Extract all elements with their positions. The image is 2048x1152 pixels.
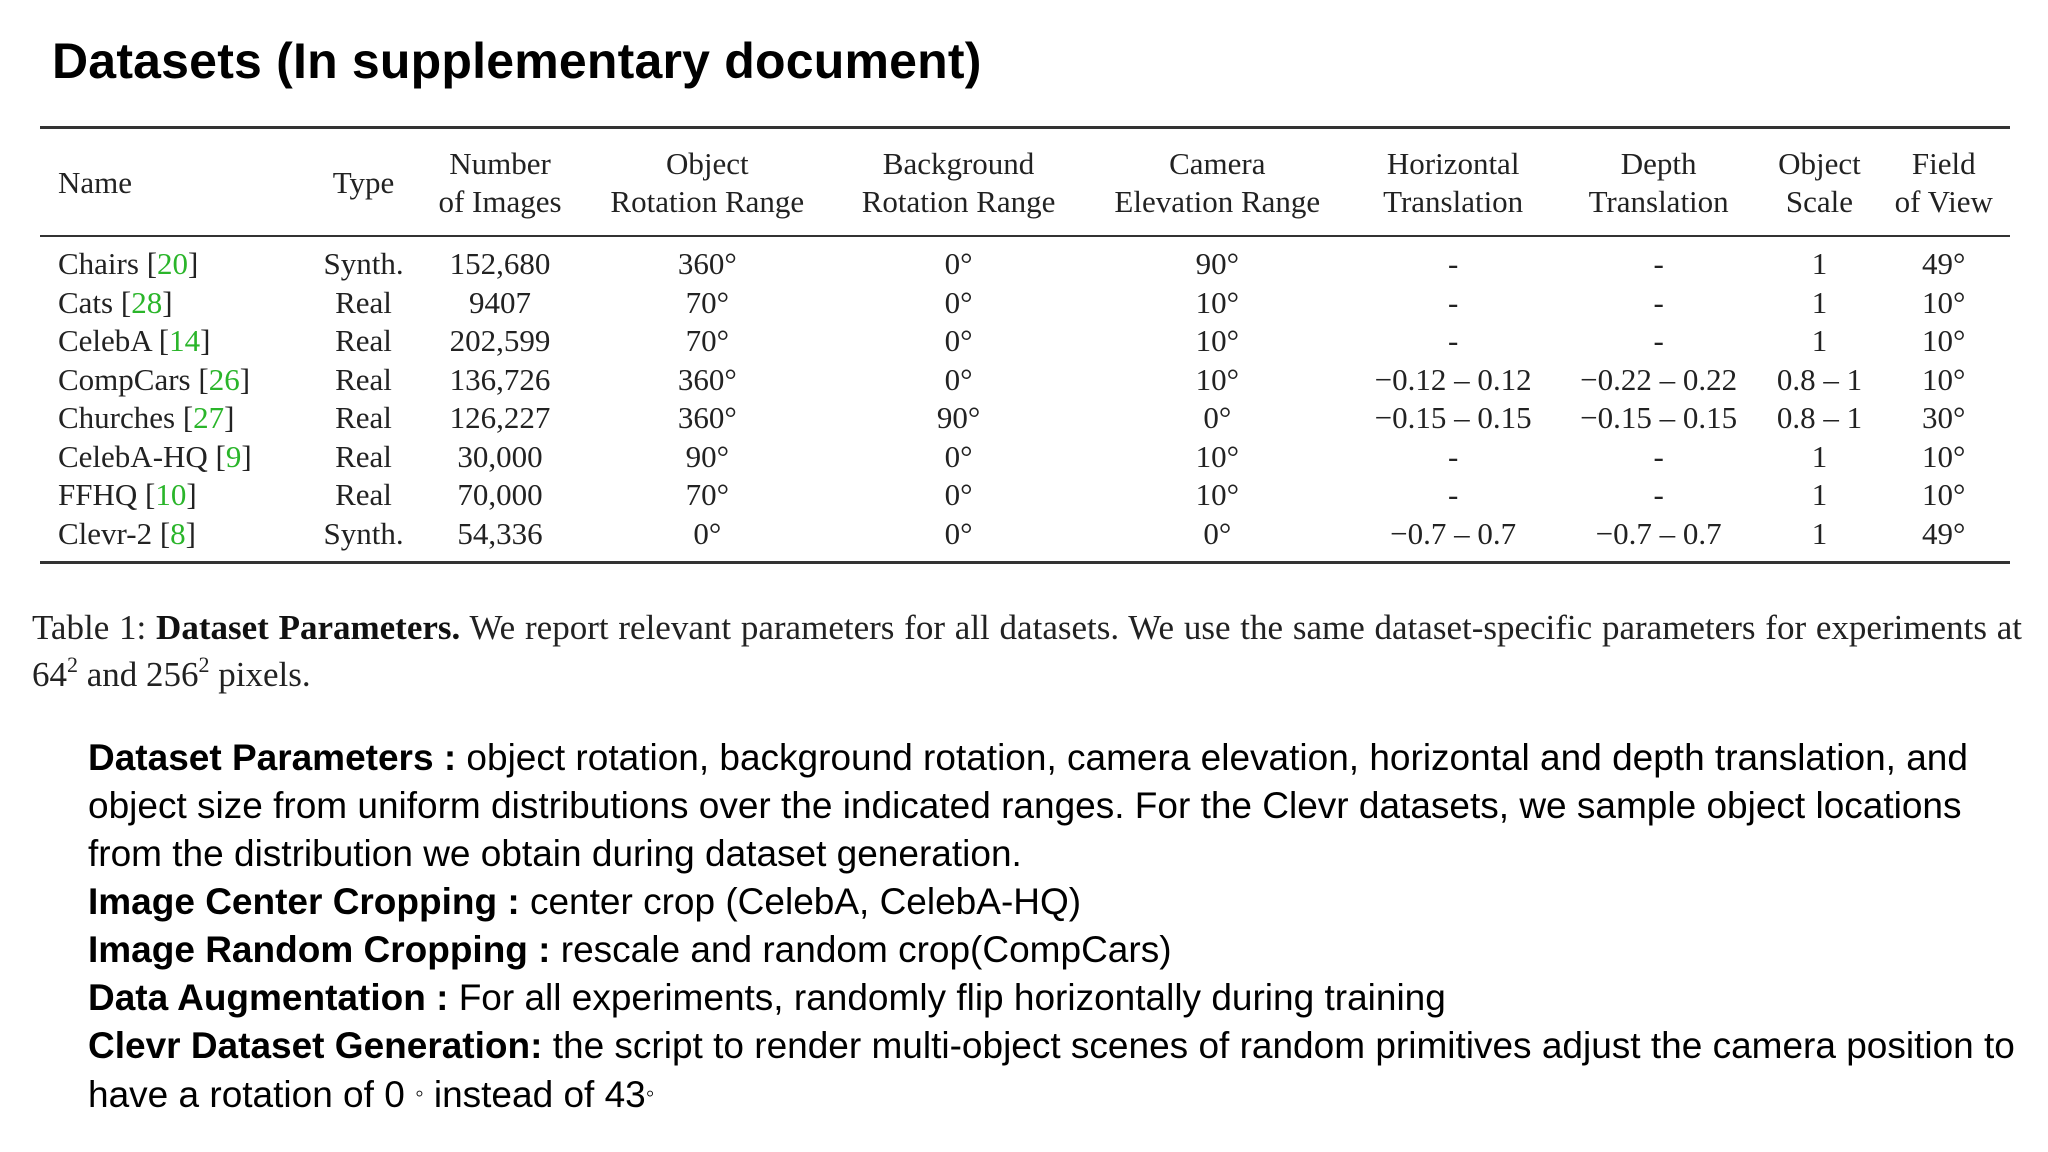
cell-scale: 1 bbox=[1811, 284, 1828, 320]
dataset-parameters-table bbox=[40, 126, 2010, 564]
cell-fov: 30° bbox=[1922, 400, 1966, 435]
column-header-name bbox=[40, 128, 309, 237]
cell-images: 9407 bbox=[469, 284, 532, 320]
note-label: Image Center Cropping : bbox=[88, 881, 520, 922]
cell-images: 152,680 bbox=[449, 246, 551, 281]
cell-fov: 49° bbox=[1922, 246, 1966, 281]
dataset-name: CelebA bbox=[58, 323, 151, 358]
dataset-name: Chairs bbox=[58, 246, 139, 281]
cell-type: Real bbox=[335, 361, 392, 397]
cell-images: 136,726 bbox=[449, 361, 551, 397]
cell-obj-rot: 70° bbox=[685, 284, 729, 320]
note-center-cropping bbox=[88, 878, 2018, 926]
note-text: rescale and random crop(CompCars) bbox=[560, 929, 1172, 970]
cell-obj-rot: 70° bbox=[685, 323, 729, 358]
note-data-augmentation bbox=[88, 974, 2018, 1022]
citation-link[interactable]: 27 bbox=[193, 400, 225, 435]
cell-type: Real bbox=[335, 284, 392, 320]
cell-cam-elev: 10° bbox=[1195, 361, 1239, 397]
table-row bbox=[40, 322, 2010, 361]
citation-link[interactable]: 26 bbox=[208, 361, 240, 397]
header-line: Translation bbox=[1383, 184, 1524, 219]
cell-cam-elev: 0° bbox=[1203, 515, 1232, 551]
dataset-name-cell: FFHQ [10] bbox=[58, 477, 197, 512]
table-row bbox=[40, 476, 2010, 515]
cell-cam-elev: 10° bbox=[1195, 438, 1239, 474]
cell-fov: 10° bbox=[1922, 477, 1966, 512]
cell-d-trans: −0.15 – 0.15 bbox=[1580, 400, 1738, 435]
cell-h-trans: - bbox=[1447, 323, 1459, 358]
notes-section bbox=[88, 734, 2018, 1119]
cell-h-trans: −0.7 – 0.7 bbox=[1390, 515, 1517, 551]
dataset-name-cell: CompCars [26] bbox=[58, 361, 251, 397]
cell-obj-rot: 360° bbox=[677, 246, 737, 281]
cell-d-trans: - bbox=[1653, 323, 1664, 358]
cell-bg-rot: 0° bbox=[944, 477, 973, 512]
header-line: Number bbox=[449, 146, 551, 181]
cell-fov: 10° bbox=[1922, 284, 1966, 320]
caption-label: Table 1: bbox=[32, 608, 147, 647]
dataset-name: Churches bbox=[58, 400, 176, 435]
cell-fov: 10° bbox=[1922, 361, 1966, 397]
table-row bbox=[40, 284, 2010, 323]
header-line: Type bbox=[332, 165, 395, 200]
cell-images: 202,599 bbox=[449, 323, 551, 358]
header-line: Background bbox=[882, 146, 1035, 181]
cell-images: 54,336 bbox=[457, 515, 543, 551]
caption-superscript-b: 2 bbox=[198, 652, 210, 677]
cell-bg-rot: 0° bbox=[944, 438, 973, 474]
caption-text-c: pixels. bbox=[218, 655, 311, 694]
note-label: Dataset Parameters : bbox=[88, 737, 457, 778]
column-header-type bbox=[309, 128, 419, 237]
column-header-field-of-view bbox=[1878, 128, 2010, 237]
table-body bbox=[40, 236, 2010, 563]
cell-scale: 1 bbox=[1811, 323, 1828, 358]
caption-superscript-a: 2 bbox=[67, 652, 78, 677]
cell-cam-elev: 0° bbox=[1203, 400, 1232, 435]
cell-fov: 49° bbox=[1922, 515, 1966, 551]
cell-h-trans: −0.12 – 0.12 bbox=[1374, 361, 1532, 397]
dataset-name: Clevr-2 bbox=[58, 515, 153, 551]
cell-type: Real bbox=[335, 323, 392, 358]
column-header-horizontal-translation bbox=[1350, 128, 1555, 237]
table-row bbox=[40, 438, 2010, 477]
note-text: the script to render multi-object scenes of random primitives adjust the camera position to have a rotation of 0 bbox=[88, 1025, 2015, 1115]
header-line: Name bbox=[58, 165, 133, 200]
header-line: Rotation Range bbox=[861, 184, 1056, 219]
dataset-name-cell: Churches [27] bbox=[58, 400, 235, 435]
table-row bbox=[40, 236, 2010, 284]
cell-type: Real bbox=[335, 438, 392, 474]
table-caption bbox=[32, 604, 2022, 698]
degree-mark: ◦ bbox=[645, 1080, 655, 1107]
header-line: Object bbox=[665, 146, 749, 181]
cell-scale: 1 bbox=[1811, 438, 1828, 474]
dataset-name: Cats bbox=[58, 284, 114, 320]
table-header-row bbox=[40, 128, 2010, 237]
cell-h-trans: −0.15 – 0.15 bbox=[1374, 400, 1532, 435]
cell-d-trans: −0.7 – 0.7 bbox=[1595, 515, 1722, 551]
cell-scale: 1 bbox=[1811, 477, 1828, 512]
column-header-number-of-images bbox=[418, 128, 581, 237]
dataset-name-cell: CelebA-HQ [9] bbox=[58, 438, 252, 474]
header-line: of View bbox=[1894, 184, 1993, 219]
table-row bbox=[40, 361, 2010, 400]
cell-type: Synth. bbox=[323, 246, 404, 281]
table-header bbox=[40, 128, 2010, 237]
cell-scale: 1 bbox=[1811, 515, 1828, 551]
cell-h-trans: - bbox=[1447, 438, 1459, 474]
caption-text-b: and 256 bbox=[86, 655, 199, 694]
header-line: Depth bbox=[1620, 146, 1697, 181]
cell-h-trans: - bbox=[1447, 284, 1459, 320]
dataset-name: FFHQ bbox=[58, 477, 138, 512]
note-text-b: instead of 43 bbox=[433, 1074, 646, 1115]
dataset-name-cell: Clevr-2 [8] bbox=[58, 515, 196, 551]
table-row bbox=[40, 515, 2010, 563]
cell-images: 126,227 bbox=[449, 400, 551, 435]
note-dataset-parameters bbox=[88, 734, 2018, 878]
cell-d-trans: −0.22 – 0.22 bbox=[1580, 361, 1738, 397]
cell-type: Real bbox=[335, 477, 392, 512]
column-header-object-rotation-range bbox=[582, 128, 833, 237]
header-line: Rotation Range bbox=[610, 184, 805, 219]
cell-d-trans: - bbox=[1653, 477, 1664, 512]
cell-type: Synth. bbox=[323, 515, 404, 551]
dataset-name-cell: CelebA [14] bbox=[58, 323, 211, 358]
header-line: Scale bbox=[1785, 184, 1854, 219]
dataset-name-cell: Chairs [20] bbox=[58, 246, 199, 281]
cell-cam-elev: 10° bbox=[1195, 323, 1239, 358]
note-text: For all experiments, randomly flip horizontally during training bbox=[458, 977, 1446, 1018]
cell-d-trans: - bbox=[1653, 438, 1664, 474]
cell-scale: 0.8 – 1 bbox=[1776, 361, 1863, 397]
column-header-camera-elevation-range bbox=[1084, 128, 1350, 237]
cell-cam-elev: 90° bbox=[1195, 246, 1239, 281]
note-label: Image Random Cropping : bbox=[88, 929, 551, 970]
table-row bbox=[40, 399, 2010, 438]
caption-bold-title: Dataset Parameters. bbox=[156, 608, 461, 647]
cell-bg-rot: 0° bbox=[944, 323, 973, 358]
cell-fov: 10° bbox=[1922, 438, 1966, 474]
dataset-name: CelebA-HQ bbox=[58, 438, 208, 474]
cell-h-trans: - bbox=[1447, 477, 1459, 512]
cell-images: 30,000 bbox=[457, 438, 543, 474]
header-line: Translation bbox=[1588, 184, 1729, 219]
note-text: center crop (CelebA, CelebA-HQ) bbox=[529, 881, 1082, 922]
cell-obj-rot: 0° bbox=[693, 515, 722, 551]
cell-type: Real bbox=[335, 400, 392, 435]
header-line: Object bbox=[1778, 146, 1861, 181]
header-line: of Images bbox=[438, 184, 562, 219]
citation-link[interactable]: 10 bbox=[155, 477, 187, 512]
column-header-background-rotation-range bbox=[833, 128, 1084, 237]
cell-bg-rot: 0° bbox=[944, 284, 973, 320]
cell-obj-rot: 360° bbox=[677, 361, 737, 397]
cell-cam-elev: 10° bbox=[1195, 477, 1239, 512]
degree-mark: ◦ bbox=[415, 1080, 424, 1107]
column-header-object-scale bbox=[1761, 128, 1877, 237]
cell-d-trans: - bbox=[1653, 246, 1664, 281]
cell-bg-rot: 0° bbox=[944, 246, 973, 281]
dataset-name: CompCars bbox=[58, 361, 191, 397]
header-line: Camera bbox=[1169, 146, 1266, 181]
dataset-name-cell: Cats [28] bbox=[58, 284, 173, 320]
cell-obj-rot: 70° bbox=[685, 477, 729, 512]
note-text: object rotation, background rotation, camera elevation, horizontal and depth translation, and object size from uniform distributions over the indicated ranges. For the Clevr datasets, we sample object locations from the distribution we obtain during dataset generation. bbox=[88, 737, 1968, 874]
cell-images: 70,000 bbox=[457, 477, 543, 512]
header-line: Elevation Range bbox=[1114, 184, 1321, 219]
cell-scale: 0.8 – 1 bbox=[1776, 400, 1863, 435]
note-random-cropping bbox=[88, 926, 2018, 974]
note-clevr-generation bbox=[88, 1022, 2018, 1119]
cell-d-trans: - bbox=[1653, 284, 1664, 320]
header-line: Horizontal bbox=[1386, 146, 1520, 181]
cell-h-trans: - bbox=[1447, 246, 1459, 281]
cell-fov: 10° bbox=[1922, 323, 1966, 358]
cell-obj-rot: 360° bbox=[677, 400, 737, 435]
cell-obj-rot: 90° bbox=[685, 438, 729, 474]
citation-link[interactable]: 9 bbox=[225, 438, 242, 474]
citation-link[interactable]: 8 bbox=[170, 515, 186, 551]
cell-bg-rot: 0° bbox=[944, 515, 973, 551]
slide-title: Datasets (In supplementary document) bbox=[52, 33, 982, 89]
note-label: Data Augmentation : bbox=[88, 977, 449, 1018]
header-line: Field bbox=[1911, 146, 1976, 181]
citation-link[interactable]: 14 bbox=[169, 323, 201, 358]
column-header-depth-translation bbox=[1556, 128, 1761, 237]
citation-link[interactable]: 28 bbox=[131, 284, 163, 320]
note-label: Clevr Dataset Generation: bbox=[88, 1025, 543, 1066]
cell-bg-rot: 0° bbox=[944, 361, 973, 397]
cell-cam-elev: 10° bbox=[1195, 284, 1239, 320]
citation-link[interactable]: 20 bbox=[157, 246, 189, 281]
caption-text-a: We report relevant parameters for all datasets. We use the same dataset-specific parameters for experiments at 64 bbox=[32, 608, 2022, 694]
cell-bg-rot: 90° bbox=[936, 400, 981, 435]
cell-scale: 1 bbox=[1811, 246, 1828, 281]
